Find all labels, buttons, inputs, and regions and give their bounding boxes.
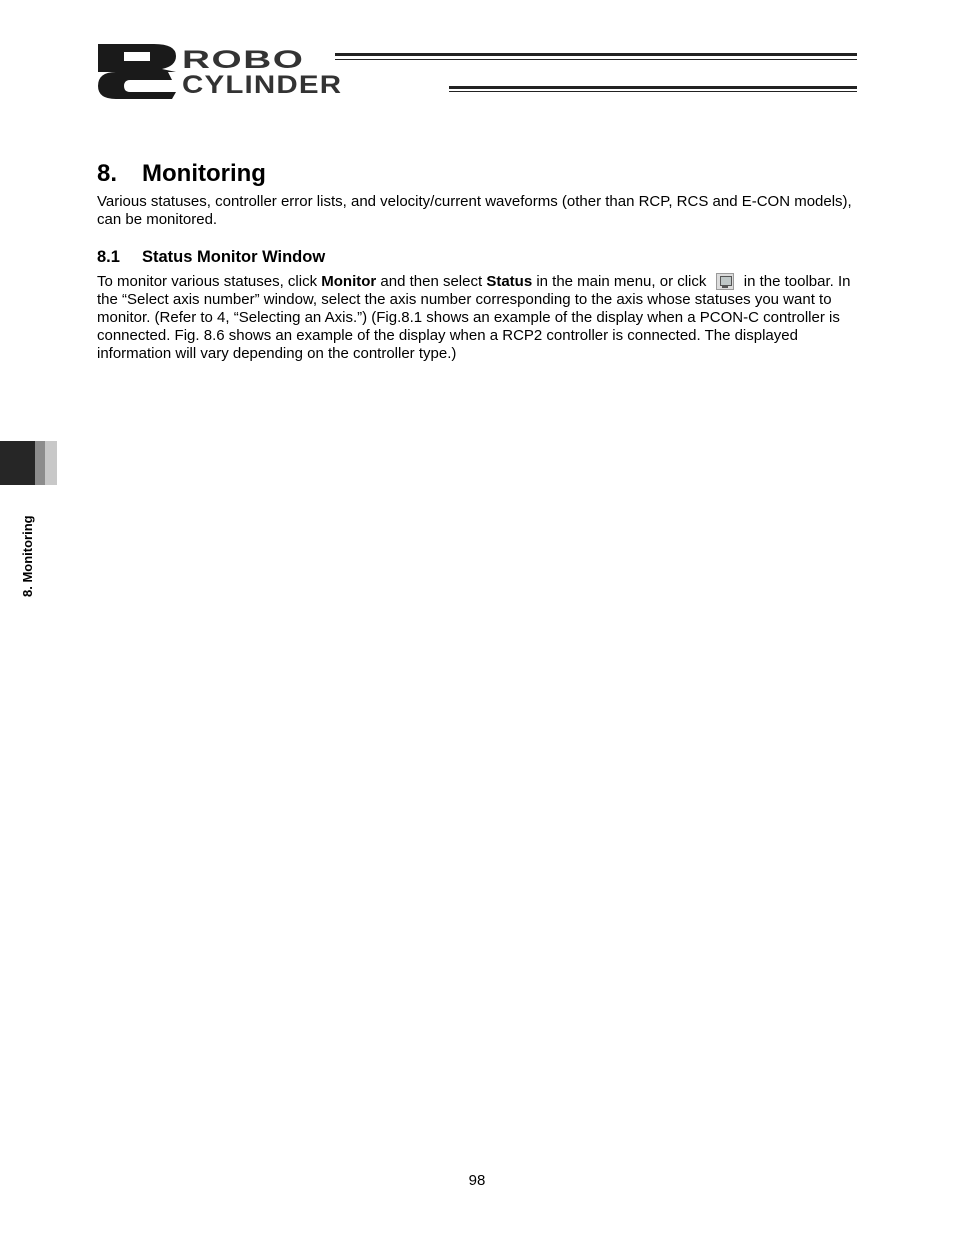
subsection-body bbox=[97, 273, 872, 363]
section-title: Monitoring bbox=[142, 160, 266, 187]
subsection-title: Status Monitor Window bbox=[142, 248, 326, 266]
menu-monitor: Monitor bbox=[321, 273, 377, 290]
chapter-tab-light bbox=[45, 441, 57, 485]
body-text: To monitor various statuses, click bbox=[97, 273, 322, 290]
section-intro: Various statuses, controller error lists, and velocity/current waveforms (other than RCP, RCS and E-CON models), can be monitored. bbox=[97, 193, 852, 228]
body-text: in the main menu, or click bbox=[532, 273, 711, 290]
header-rule-bottom bbox=[449, 86, 857, 89]
side-chapter-label: 8. Monitoring bbox=[20, 515, 35, 597]
subsection-heading bbox=[97, 248, 325, 267]
body-text: in the toolbar. In the “Select axis number” window, select the axis number corresponding to the axis whose statuses you want to monitor. (Refer to 4, “Selecting an Axis.”) (Fig.8.1 shows an example of the display when a PCON-C controller is connected. Fig. 8.6 shows an example of the display when a RCP2 controller is connected. The displayed information will vary depending on the controller type.) bbox=[97, 273, 851, 362]
section-heading bbox=[97, 160, 266, 188]
menu-status: Status bbox=[486, 273, 533, 290]
header-rule-top-thin bbox=[335, 59, 857, 60]
logo-text-cylinder: CYLINDER bbox=[182, 71, 343, 99]
rc-logo-icon bbox=[96, 42, 182, 100]
section-number: 8. bbox=[97, 160, 118, 187]
header-rule-bottom-thin bbox=[449, 91, 857, 92]
chapter-tab-mid bbox=[35, 441, 45, 485]
header-rule-top bbox=[335, 53, 857, 56]
page-number: 98 bbox=[468, 1172, 486, 1189]
body-text: and then select bbox=[376, 273, 487, 290]
subsection-number: 8.1 bbox=[97, 248, 120, 266]
chapter-tab-dark bbox=[0, 441, 35, 485]
status-monitor-icon bbox=[716, 273, 734, 290]
robo-cylinder-logo bbox=[96, 42, 441, 100]
logo-text-robo: ROBO bbox=[182, 46, 305, 74]
